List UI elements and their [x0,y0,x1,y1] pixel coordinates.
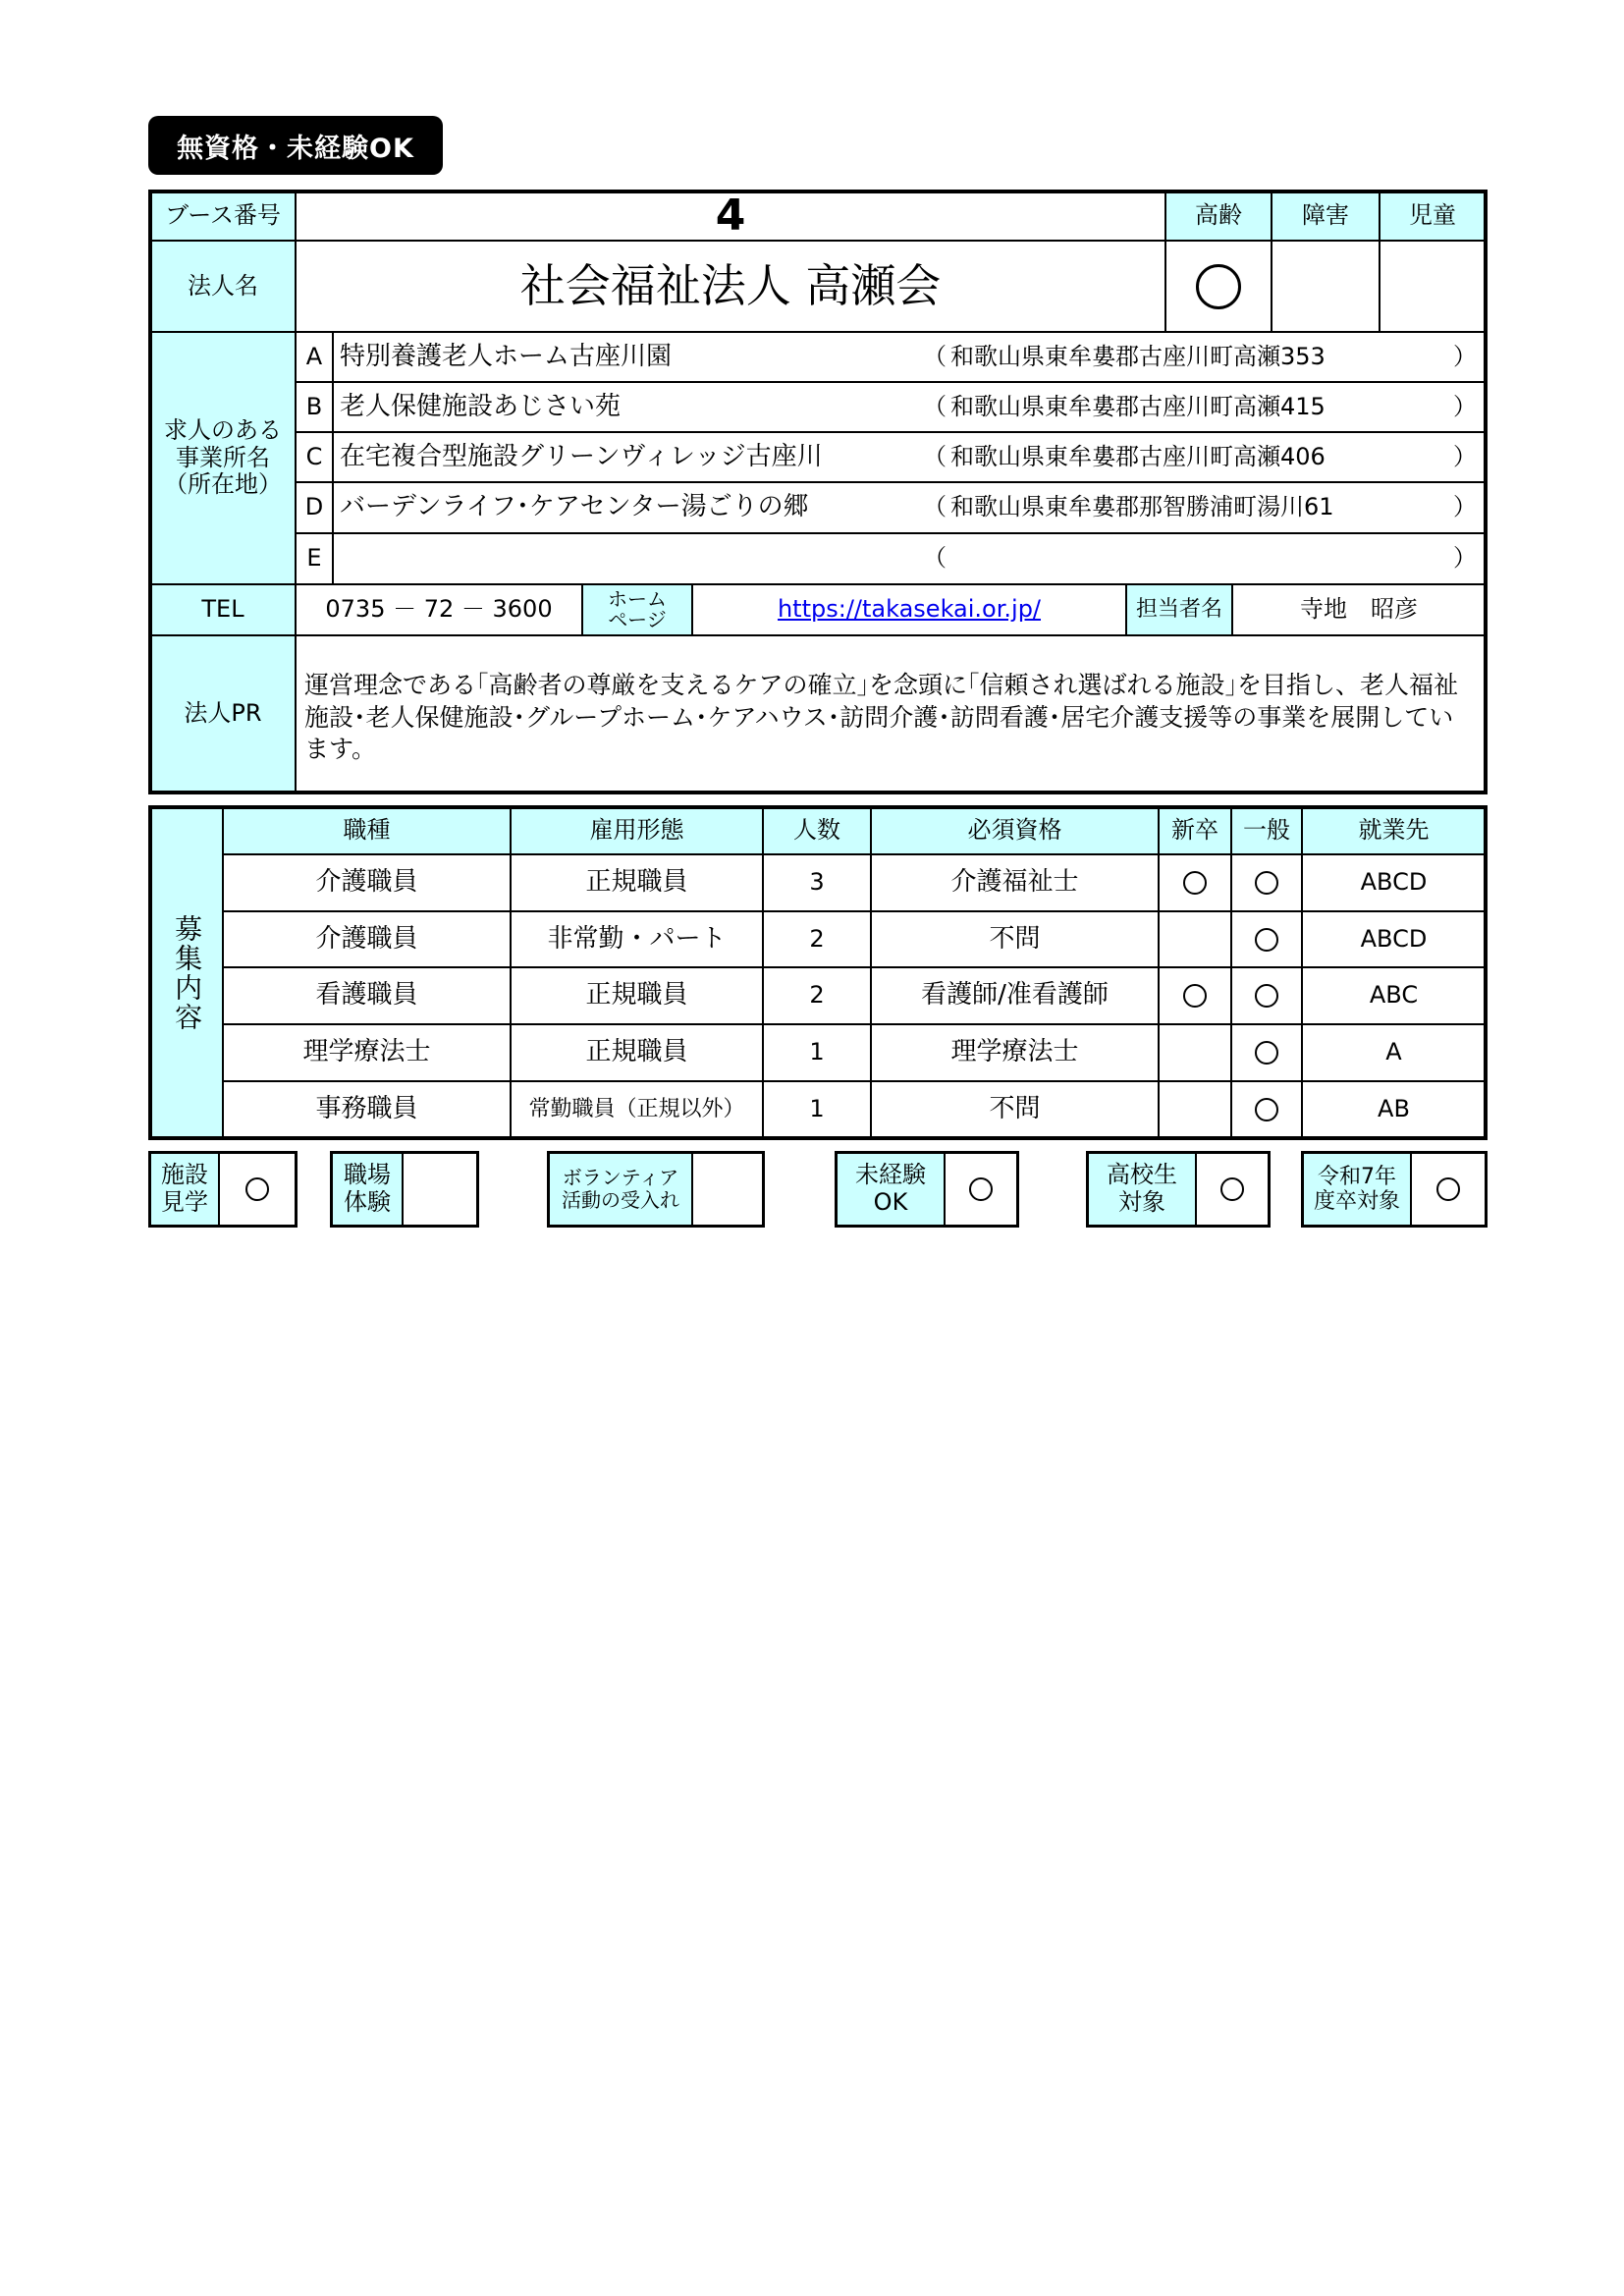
homepage-link[interactable]: https://takasekai.or.jp/ [777,595,1042,624]
job-title: 介護職員 [223,911,511,967]
inexperienced-ok-label-line1: 未経験 [855,1161,926,1189]
job-title: 看護職員 [223,967,511,1024]
inexperienced-ok-label [837,1153,945,1226]
facility-tour-label-line1: 施設 [161,1161,208,1189]
site-close-paren: ） [1453,442,1477,470]
circle-mark-icon [1255,871,1278,895]
inexperienced-ok-mark [945,1153,1017,1226]
graduate-2025-mark [1411,1153,1486,1226]
employment-type: 正規職員 [511,967,763,1024]
headcount: 3 [763,854,871,911]
volunteer-label-line1: ボランティア [562,1166,679,1189]
work-experience-mark [403,1153,477,1226]
col-header-employment: 雇用形態 [511,807,763,854]
category-label-elderly: 高齢 [1165,191,1272,241]
col-header-new-grad: 新卒 [1159,807,1231,854]
high-school-label-line1: 高校生 [1107,1161,1177,1189]
site-key: B [296,382,333,432]
employment-type: 正規職員 [511,854,763,911]
inexperienced-ok-label-line2: OK [873,1188,908,1216]
sites-label [150,332,296,584]
corp-name: 社会福祉法人 高瀬会 [296,241,1165,332]
facility-tour-label-line2: 見学 [161,1188,208,1216]
circle-mark-icon [1255,1041,1278,1065]
general-mark [1231,911,1302,967]
site-key: A [296,332,333,382]
general-mark [1231,854,1302,911]
site-address: 和歌山県東牟婁郡古座川町高瀬353 [950,342,1326,370]
qualification-badge: 無資格・未経験OK [148,116,443,175]
circle-mark-icon [1196,264,1241,309]
circle-mark-icon [245,1177,269,1201]
booth-number: 4 [296,191,1165,241]
category-mark-disability [1272,241,1380,332]
site-name: 老人保健施設あじさい苑 [340,391,622,421]
sites-label-line2: 事業所名 [176,443,270,471]
site-address: 和歌山県東牟婁郡古座川町高瀬415 [950,392,1326,420]
circle-mark-icon [1183,871,1207,895]
job-title: 事務職員 [223,1081,511,1138]
new-grad-mark [1159,967,1231,1024]
site-close-paren: ） [1453,392,1477,420]
job-title: 理学療法士 [223,1024,511,1081]
site-key: D [296,482,333,533]
category-label-disability: 障害 [1272,191,1380,241]
site-row [333,533,1486,584]
high-school-mark [1196,1153,1269,1226]
site-key: C [296,432,333,482]
circle-mark-icon [1436,1177,1460,1201]
high-school-label-line2: 対象 [1118,1188,1165,1216]
col-header-count: 人数 [763,807,871,854]
tel-label: TEL [150,584,296,635]
employment-type: 正規職員 [511,1024,763,1081]
workplace: AB [1302,1081,1486,1138]
category-label-children: 児童 [1380,191,1486,241]
circle-mark-icon [1183,984,1207,1008]
contact-person-label: 担当者名 [1126,584,1232,635]
site-address: 和歌山県東牟婁郡那智勝浦町湯川61 [950,493,1334,521]
headcount: 1 [763,1081,871,1138]
site-name: バーデンライフ･ケアセンター湯ごりの郷 [340,492,809,522]
pr-label: 法人PR [150,635,296,793]
col-header-workplace: 就業先 [1302,807,1486,854]
work-experience-label [332,1153,403,1226]
site-address: 和歌山県東牟婁郡古座川町高瀬406 [950,442,1326,470]
work-experience-label-line2: 体験 [344,1188,391,1216]
headcount: 2 [763,911,871,967]
employment-type: 常勤職員（正規以外） [511,1081,763,1138]
tel-number: 0735 － 72 － 3600 [296,584,582,635]
site-name: 特別養護老人ホーム古座川園 [340,341,673,371]
graduate-2025-label-line1: 令和7年 [1318,1164,1396,1189]
graduate-2025-label-line2: 度卒対象 [1313,1189,1400,1214]
site-row [333,432,1486,482]
volunteer-mark [692,1153,763,1226]
homepage-label-line2: ページ [608,608,667,631]
site-open-paren: （ [923,392,947,420]
site-open-paren: （ [923,342,947,370]
required-qualification: 不問 [871,1081,1159,1138]
facility-tour-label [150,1153,219,1226]
facility-tour-mark [219,1153,296,1226]
site-row [333,382,1486,432]
sites-label-line1: 求人のある [164,416,282,445]
site-close-paren: ） [1453,544,1477,573]
job-title: 介護職員 [223,854,511,911]
col-header-general: 一般 [1231,807,1302,854]
booth-label: ブース番号 [150,191,296,241]
site-open-paren: （ [923,442,947,470]
circle-mark-icon [1255,984,1278,1008]
site-row [333,332,1486,382]
contact-person: 寺地 昭彦 [1232,584,1486,635]
graduate-2025-label [1303,1153,1411,1226]
new-grad-mark [1159,911,1231,967]
workplace: ABC [1302,967,1486,1024]
workplace: ABCD [1302,854,1486,911]
general-mark [1231,1024,1302,1081]
employment-type: 非常勤・パート [511,911,763,967]
general-mark [1231,1081,1302,1138]
corp-name-label: 法人名 [150,241,296,332]
required-qualification: 不問 [871,911,1159,967]
new-grad-mark [1159,1024,1231,1081]
work-experience-label-line1: 職場 [344,1161,391,1189]
category-mark-elderly [1165,241,1272,332]
site-key: E [296,533,333,584]
new-grad-mark [1159,854,1231,911]
col-header-qualification: 必須資格 [871,807,1159,854]
workplace: A [1302,1024,1486,1081]
recruit-side-label [150,807,223,1138]
required-qualification: 介護福祉士 [871,854,1159,911]
volunteer-label [549,1153,692,1226]
workplace: ABCD [1302,911,1486,967]
site-open-paren: （ [923,544,947,573]
circle-mark-icon [1255,928,1278,952]
required-qualification: 理学療法士 [871,1024,1159,1081]
site-close-paren: ） [1453,493,1477,521]
required-qualification: 看護師/准看護師 [871,967,1159,1024]
new-grad-mark [1159,1081,1231,1138]
pr-text: 運営理念である｢高齢者の尊厳を支えるケアの確立｣を念頭に｢信頼され選ばれる施設｣を目指し、老人福祉施設･老人保健施設･グループホーム･ケアハウス･訪問介護･訪問看護･居宅介護支援等の事業を展開しています。 [296,635,1486,793]
site-row [333,482,1486,533]
site-name: 在宅複合型施設グリーンヴィレッジ古座川 [340,441,823,471]
homepage-url-cell [692,584,1126,635]
circle-mark-icon [969,1177,993,1201]
volunteer-label-line2: 活動の受入れ [562,1188,679,1212]
general-mark [1231,967,1302,1024]
site-close-paren: ） [1453,342,1477,370]
site-open-paren: （ [923,493,947,521]
headcount: 2 [763,967,871,1024]
col-header-job: 職種 [223,807,511,854]
circle-mark-icon [1220,1177,1244,1201]
homepage-label-line1: ホーム [608,587,667,611]
category-mark-children [1380,241,1486,332]
homepage-label [582,584,692,635]
recruit-side-text: 募集内容 [171,913,204,1032]
sites-label-line3: （所在地） [164,470,282,499]
circle-mark-icon [1255,1098,1278,1121]
headcount: 1 [763,1024,871,1081]
high-school-label [1088,1153,1196,1226]
